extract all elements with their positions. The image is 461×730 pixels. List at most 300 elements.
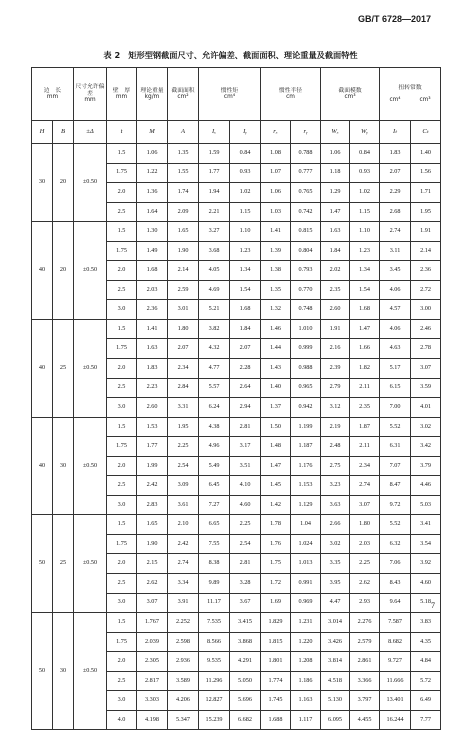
table-cell: 3.51 [230, 456, 261, 476]
table-cell: 7.06 [380, 554, 411, 574]
table-cell: 1.95 [168, 417, 199, 437]
table-row [32, 319, 441, 339]
sym-it: Iₜ [380, 121, 411, 144]
table-cell: 1.56 [411, 163, 441, 183]
table-cell: 4.47 [321, 593, 350, 613]
table-cell: 1.5 [107, 613, 137, 633]
table-cell: 7.535 [199, 613, 230, 633]
table-cell: 1.47 [350, 319, 380, 339]
table-cell: 3.014 [321, 613, 350, 633]
table-cell: 2.39 [321, 359, 350, 379]
table-cell: 1.34 [230, 261, 261, 281]
table-cell: 1.32 [261, 300, 291, 320]
table-cell: 4.35 [411, 632, 441, 652]
table-cell: 1.5 [107, 319, 137, 339]
unit-ct: cm³ [419, 97, 431, 103]
table-cell: 1.47 [321, 202, 350, 222]
table-cell: 3.0 [107, 691, 137, 711]
table-cell: 8.38 [199, 554, 230, 574]
table-cell: 0.988 [291, 359, 321, 379]
table-cell: 0.742 [291, 202, 321, 222]
table-cell: 7.55 [199, 534, 230, 554]
table-cell: 3.63 [321, 495, 350, 515]
table-cell: 2.0 [107, 456, 137, 476]
table-cell: 3.426 [321, 632, 350, 652]
group-h: 50 [32, 515, 53, 613]
table-cell: 1.44 [261, 339, 291, 359]
table-row [32, 144, 441, 164]
table-cell: 1.46 [261, 319, 291, 339]
table-cell: 6.24 [199, 398, 230, 418]
table-cell: 0.991 [291, 574, 321, 594]
table-cell: 1.767 [137, 613, 168, 633]
table-cell: 4.06 [380, 319, 411, 339]
table-cell: 2.11 [350, 437, 380, 457]
table-cell: 1.43 [261, 359, 291, 379]
table-cell: 1.06 [137, 144, 168, 164]
table-cell: 1.65 [137, 515, 168, 535]
table-cell: 2.36 [411, 261, 441, 281]
table-cell: 3.31 [168, 398, 199, 418]
table-cell: 2.10 [168, 515, 199, 535]
table-cell: 3.0 [107, 398, 137, 418]
header-radius: 惯性半径 cm [261, 68, 321, 121]
table-cell: 3.68 [199, 241, 230, 261]
table-cell: 1.5 [107, 222, 137, 242]
table-cell: 1.801 [261, 652, 291, 672]
table-cell: 1.71 [411, 183, 441, 203]
table-cell: 0.770 [291, 280, 321, 300]
table-cell: 6.49 [411, 691, 441, 711]
table-cell: 5.49 [199, 456, 230, 476]
table-cell: 2.305 [137, 652, 168, 672]
table-cell: 1.83 [380, 144, 411, 164]
table-cell: 0.788 [291, 144, 321, 164]
table-cell: 6.45 [199, 476, 230, 496]
table-cell: 1.5 [107, 144, 137, 164]
table-cell: 4.291 [230, 652, 261, 672]
table-cell: 4.05 [199, 261, 230, 281]
table-cell: 1.78 [261, 515, 291, 535]
table-cell: 1.15 [350, 202, 380, 222]
table-cell: 1.80 [168, 319, 199, 339]
table-cell: 1.75 [107, 241, 137, 261]
group-tol: ±0.50 [74, 613, 107, 730]
table-cell: 2.94 [230, 398, 261, 418]
table-cell: 4.01 [411, 398, 441, 418]
table-cell: 1.65 [168, 222, 199, 242]
sym-wx: Wₓ [321, 121, 350, 144]
table-cell: 1.38 [261, 261, 291, 281]
table-cell: 2.75 [321, 456, 350, 476]
table-cell: 2.81 [230, 554, 261, 574]
table-cell: 1.37 [261, 398, 291, 418]
table-cell: 4.77 [199, 359, 230, 379]
table-cell: 1.208 [291, 652, 321, 672]
table-cell: 3.797 [350, 691, 380, 711]
table-cell: 1.91 [321, 319, 350, 339]
table-cell: 3.82 [199, 319, 230, 339]
table-cell: 2.5 [107, 671, 137, 691]
table-cell: 2.60 [137, 398, 168, 418]
table-cell: 1.63 [137, 339, 168, 359]
table-cell: 7.587 [380, 613, 411, 633]
table-cell: 1.176 [291, 456, 321, 476]
table-cell: 1.220 [291, 632, 321, 652]
table-cell: 0.777 [291, 163, 321, 183]
group-h: 50 [32, 613, 53, 730]
table-caption: 表 2 矩形型钢截面尺寸、允许偏差、截面面积、理论重量及截面特性 [103, 50, 358, 60]
table-cell: 2.46 [411, 319, 441, 339]
table-cell: 5.52 [380, 417, 411, 437]
table-cell: 3.366 [350, 671, 380, 691]
table-cell: 2.74 [380, 222, 411, 242]
table-cell: 1.75 [261, 554, 291, 574]
table-cell: 1.5 [107, 515, 137, 535]
table-cell: 3.0 [107, 593, 137, 613]
table-cell: 2.936 [168, 652, 199, 672]
table-cell: 9.89 [199, 574, 230, 594]
table-cell: 2.252 [168, 613, 199, 633]
table-cell: 1.48 [261, 437, 291, 457]
table-cell: 2.64 [230, 378, 261, 398]
table-cell: 1.010 [291, 319, 321, 339]
table-cell: 5.72 [411, 671, 441, 691]
table-cell: 2.23 [137, 378, 168, 398]
table-cell: 0.815 [291, 222, 321, 242]
table-cell: 3.303 [137, 691, 168, 711]
table-cell: 6.095 [321, 710, 350, 730]
table-cell: 2.81 [230, 417, 261, 437]
table-cell: 3.415 [230, 613, 261, 633]
group-tol: ±0.50 [74, 319, 107, 417]
table-cell: 1.117 [291, 710, 321, 730]
table-cell: 1.95 [411, 202, 441, 222]
table-cell: 11.296 [199, 671, 230, 691]
table-cell: 1.75 [107, 163, 137, 183]
table-cell: 1.77 [137, 437, 168, 457]
table-cell: 7.27 [199, 495, 230, 515]
group-b: 20 [53, 144, 74, 222]
table-cell: 1.40 [411, 144, 441, 164]
header-tolerance: 尺寸允许偏差 mm [74, 68, 107, 121]
table-cell: 3.59 [411, 378, 441, 398]
table-cell: 4.10 [230, 476, 261, 496]
table-cell: 4.60 [230, 495, 261, 515]
table-cell: 2.07 [168, 339, 199, 359]
table-cell: 1.186 [291, 671, 321, 691]
table-cell: 1.153 [291, 476, 321, 496]
table-cell: 1.68 [350, 300, 380, 320]
table-cell: 1.75 [107, 437, 137, 457]
table-cell: 4.32 [199, 339, 230, 359]
table-cell: 5.130 [321, 691, 350, 711]
table-cell: 1.41 [261, 222, 291, 242]
table-cell: 0.804 [291, 241, 321, 261]
table-cell: 3.92 [411, 554, 441, 574]
sym-wy: Wᵧ [350, 121, 380, 144]
table-cell: 1.83 [137, 359, 168, 379]
table-cell: 4.38 [199, 417, 230, 437]
table-cell: 1.10 [350, 222, 380, 242]
table-cell: 2.14 [168, 261, 199, 281]
table-cell: 1.35 [168, 144, 199, 164]
table-cell: 2.5 [107, 574, 137, 594]
group-tol: ±0.50 [74, 222, 107, 320]
table-cell: 2.35 [321, 280, 350, 300]
table-cell: 2.48 [321, 437, 350, 457]
table-cell: 3.02 [411, 417, 441, 437]
table-cell: 6.15 [380, 378, 411, 398]
table-cell: 6.32 [380, 534, 411, 554]
table-cell: 4.46 [411, 476, 441, 496]
table-cell: 1.91 [411, 222, 441, 242]
table-cell: 1.163 [291, 691, 321, 711]
table-cell: 2.817 [137, 671, 168, 691]
table-cell: 1.75 [107, 534, 137, 554]
table-cell: 2.35 [350, 398, 380, 418]
group-h: 40 [32, 319, 53, 417]
table-cell: 1.23 [230, 241, 261, 261]
table-cell: 5.347 [168, 710, 199, 730]
group-b: 30 [53, 613, 74, 730]
table-cell: 5.03 [411, 495, 441, 515]
table-cell: 3.23 [321, 476, 350, 496]
table-cell: 2.79 [321, 378, 350, 398]
header-modulus: 截面模数 cm³ [321, 68, 380, 121]
section-properties-table [31, 67, 441, 730]
table-cell: 1.50 [261, 417, 291, 437]
sym-h: H [32, 121, 53, 144]
group-tol: ±0.50 [74, 144, 107, 222]
table-cell: 15.239 [199, 710, 230, 730]
table-cell: 4.0 [107, 710, 137, 730]
table-cell: 3.91 [168, 593, 199, 613]
table-cell: 2.25 [168, 437, 199, 457]
table-cell: 3.17 [230, 437, 261, 457]
table-cell: 1.39 [261, 241, 291, 261]
table-cell: 1.87 [350, 417, 380, 437]
table-body [32, 144, 441, 730]
group-tol: ±0.50 [74, 417, 107, 515]
sym-tol: ±Δ [74, 121, 107, 144]
group-b: 25 [53, 515, 74, 613]
table-cell: 5.57 [199, 378, 230, 398]
table-cell: 1.72 [261, 574, 291, 594]
table-cell: 2.15 [137, 554, 168, 574]
table-cell: 2.5 [107, 202, 137, 222]
table-cell: 1.06 [321, 144, 350, 164]
table-cell: 3.34 [168, 574, 199, 594]
table-row [32, 222, 441, 242]
table-cell: 1.59 [199, 144, 230, 164]
table-cell: 4.69 [199, 280, 230, 300]
table-cell: 1.688 [261, 710, 291, 730]
group-h: 30 [32, 144, 53, 222]
table-cell: 2.54 [168, 456, 199, 476]
table-cell: 1.68 [230, 300, 261, 320]
table-cell: 1.64 [137, 202, 168, 222]
table-cell: 2.09 [168, 202, 199, 222]
table-cell: 4.455 [350, 710, 380, 730]
table-cell: 1.75 [107, 632, 137, 652]
table-cell: 7.77 [411, 710, 441, 730]
table-cell: 3.28 [230, 574, 261, 594]
table-cell: 3.589 [168, 671, 199, 691]
table-cell: 3.12 [321, 398, 350, 418]
table-cell: 1.84 [321, 241, 350, 261]
table-cell: 2.54 [230, 534, 261, 554]
table-cell: 2.276 [350, 613, 380, 633]
table-cell: 2.5 [107, 280, 137, 300]
table-cell: 1.29 [321, 183, 350, 203]
table-cell: 2.93 [350, 593, 380, 613]
table-cell: 4.518 [321, 671, 350, 691]
table-cell: 1.69 [261, 593, 291, 613]
sym-iy: Iᵧ [230, 121, 261, 144]
table-cell: 1.199 [291, 417, 321, 437]
table-cell: 6.682 [230, 710, 261, 730]
table-cell: 6.31 [380, 437, 411, 457]
table-cell: 3.11 [380, 241, 411, 261]
table-cell: 5.050 [230, 671, 261, 691]
table-cell: 1.84 [230, 319, 261, 339]
group-h: 40 [32, 222, 53, 320]
table-cell: 0.84 [350, 144, 380, 164]
table-cell: 1.02 [230, 183, 261, 203]
table-cell: 3.07 [411, 359, 441, 379]
table-cell: 1.024 [291, 534, 321, 554]
table-cell: 1.42 [261, 495, 291, 515]
group-b: 30 [53, 417, 74, 515]
table-cell: 1.22 [137, 163, 168, 183]
table-cell: 2.03 [350, 534, 380, 554]
table-cell: 9.535 [199, 652, 230, 672]
table-cell: 8.682 [380, 632, 411, 652]
table-cell: 3.79 [411, 456, 441, 476]
table-cell: 2.28 [230, 359, 261, 379]
table-cell: 2.25 [350, 554, 380, 574]
table-cell: 5.696 [230, 691, 261, 711]
page-number: 7 [431, 601, 435, 610]
table-cell: 3.45 [380, 261, 411, 281]
table-cell: 3.67 [230, 593, 261, 613]
table-cell: 2.62 [350, 574, 380, 594]
table-cell: 3.35 [321, 554, 350, 574]
table-cell: 1.129 [291, 495, 321, 515]
table-cell: 1.829 [261, 613, 291, 633]
table-cell: 2.74 [168, 554, 199, 574]
table-cell: 1.18 [321, 163, 350, 183]
table-cell: 2.0 [107, 183, 137, 203]
table-cell: 2.21 [199, 202, 230, 222]
header-torsion: 扭转常数 cm⁴ cm³ [380, 68, 441, 121]
group-tol: ±0.50 [74, 515, 107, 613]
table-cell: 3.814 [321, 652, 350, 672]
table-cell: 1.774 [261, 671, 291, 691]
table-cell: 2.5 [107, 378, 137, 398]
table-cell: 5.18 [411, 593, 441, 613]
table-cell: 3.09 [168, 476, 199, 496]
table-cell: 0.84 [230, 144, 261, 164]
table-cell: 4.63 [380, 339, 411, 359]
table-cell: 4.60 [411, 574, 441, 594]
table-row [32, 417, 441, 437]
table-cell: 1.187 [291, 437, 321, 457]
table-cell: 9.72 [380, 495, 411, 515]
table-cell: 2.84 [168, 378, 199, 398]
unit-it: cm⁴ [389, 97, 401, 103]
table-cell: 3.00 [411, 300, 441, 320]
table-cell: 1.02 [350, 183, 380, 203]
sym-ct: Cₜ [411, 121, 441, 144]
table-cell: 1.10 [230, 222, 261, 242]
table-cell: 1.23 [350, 241, 380, 261]
table-cell: 1.08 [261, 144, 291, 164]
table-cell: 3.27 [199, 222, 230, 242]
table-cell: 2.0 [107, 652, 137, 672]
table-cell: 1.49 [137, 241, 168, 261]
group-h: 40 [32, 417, 53, 515]
table-cell: 1.15 [230, 202, 261, 222]
table-cell: 1.07 [261, 163, 291, 183]
table-cell: 7.00 [380, 398, 411, 418]
group-b: 20 [53, 222, 74, 320]
table-cell: 1.47 [261, 456, 291, 476]
table-cell: 2.60 [321, 300, 350, 320]
header-weight: 理论重量 kg/m [137, 68, 168, 121]
table-cell: 3.868 [230, 632, 261, 652]
sym-b: B [53, 121, 74, 144]
table-cell: 2.78 [411, 339, 441, 359]
table-cell: 13.401 [380, 691, 411, 711]
table-cell: 1.90 [137, 534, 168, 554]
sym-m: M [137, 121, 168, 144]
table-cell: 11.17 [199, 593, 230, 613]
table-cell: 2.0 [107, 359, 137, 379]
group-b: 25 [53, 319, 74, 417]
table-cell: 2.74 [350, 476, 380, 496]
table-cell: 1.35 [261, 280, 291, 300]
table-cell: 1.06 [261, 183, 291, 203]
table-cell: 1.76 [261, 534, 291, 554]
table-cell: 5.17 [380, 359, 411, 379]
table-cell: 1.03 [261, 202, 291, 222]
header-area: 截面面积 cm² [168, 68, 199, 121]
table-cell: 0.965 [291, 378, 321, 398]
table-cell: 1.66 [350, 339, 380, 359]
table-cell: 8.47 [380, 476, 411, 496]
table-cell: 1.745 [261, 691, 291, 711]
table-cell: 3.07 [137, 593, 168, 613]
table-cell: 3.01 [168, 300, 199, 320]
table-cell: 2.62 [137, 574, 168, 594]
table-cell: 2.19 [321, 417, 350, 437]
sym-t: t [107, 121, 137, 144]
table-cell: 1.45 [261, 476, 291, 496]
standard-code: GB/T 6728—2017 [357, 14, 431, 24]
table-cell: 11.666 [380, 671, 411, 691]
table-cell: 1.82 [350, 359, 380, 379]
table-cell: 2.42 [137, 476, 168, 496]
table-cell: 2.0 [107, 554, 137, 574]
table-cell: 16.244 [380, 710, 411, 730]
table-cell: 1.30 [137, 222, 168, 242]
table-cell: 1.63 [321, 222, 350, 242]
table-cell: 2.14 [411, 241, 441, 261]
table-cell: 2.68 [380, 202, 411, 222]
table-cell: 1.231 [291, 613, 321, 633]
